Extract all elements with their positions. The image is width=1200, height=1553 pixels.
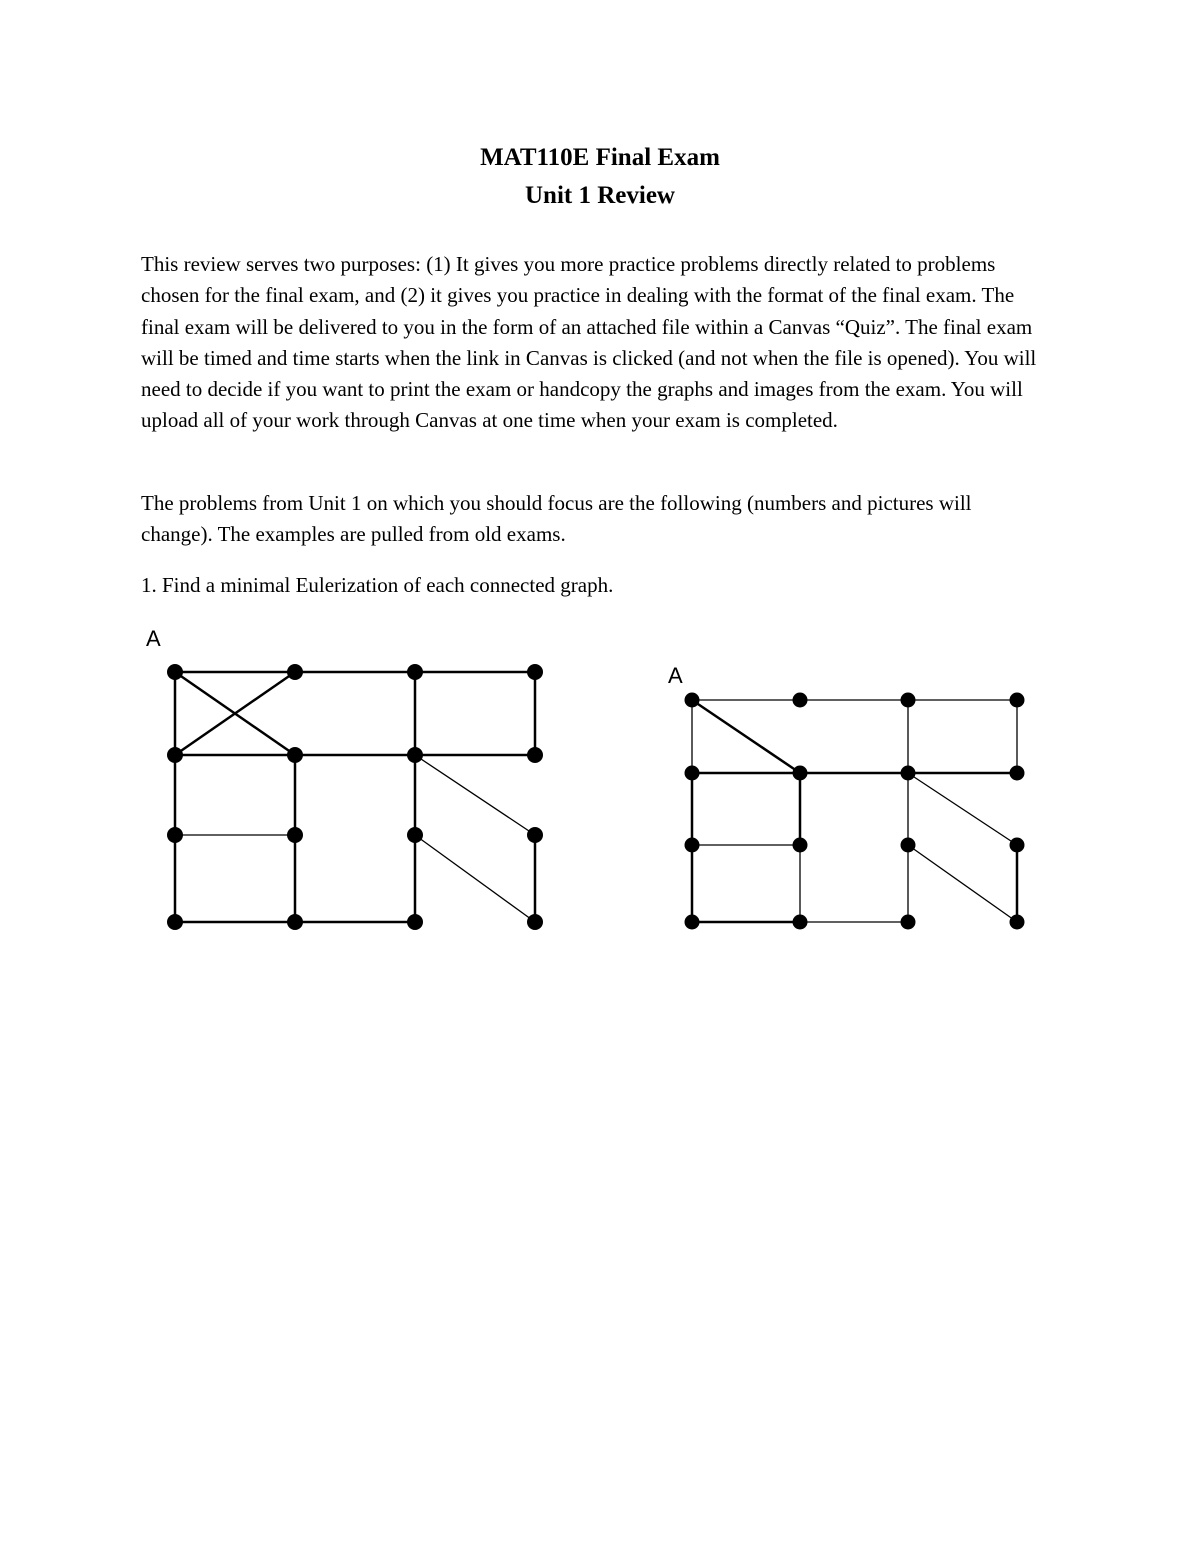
graph-right — [660, 655, 1040, 935]
graph-edge — [692, 700, 800, 773]
graph-vertex — [1010, 838, 1025, 853]
graph-vertex — [167, 747, 183, 763]
graph-vertex — [527, 914, 543, 930]
graph-vertex — [901, 766, 916, 781]
graph-vertex — [793, 693, 808, 708]
graph-vertex — [1010, 693, 1025, 708]
graph-left-thin-edges — [175, 755, 535, 922]
graph-vertex — [685, 693, 700, 708]
graph-vertex — [685, 838, 700, 853]
graph-vertex — [793, 838, 808, 853]
graph-edge — [415, 835, 535, 922]
graph-vertex — [407, 747, 423, 763]
graph-left-vertex-label: A — [146, 626, 161, 651]
graph-vertex — [901, 915, 916, 930]
problem-1-text: 1. Find a minimal Eulerization of each connected graph. — [141, 573, 614, 597]
graph-edge — [908, 773, 1017, 845]
graph-vertex — [407, 664, 423, 680]
graph-right-vertex-label: A — [668, 663, 683, 688]
graph-vertex — [167, 664, 183, 680]
graph-vertex — [1010, 766, 1025, 781]
graph-vertex — [527, 747, 543, 763]
graph-vertex — [287, 827, 303, 843]
focus-paragraph: The problems from Unit 1 on which you should focus are the following (numbers and pictures will change). The examples are pulled from old exams. — [141, 491, 972, 547]
page-subtitle: Unit 1 Review — [525, 182, 675, 209]
graph-vertex — [685, 915, 700, 930]
graph-right-thick-edges — [692, 700, 1017, 922]
graph-left-edges — [175, 672, 535, 922]
graph-vertex — [685, 766, 700, 781]
graph-edge — [415, 755, 535, 835]
graph-vertex — [901, 693, 916, 708]
graph-vertex — [527, 827, 543, 843]
graph-vertex — [407, 914, 423, 930]
page-title: MAT110E Final Exam — [480, 144, 720, 171]
graph-vertex — [167, 827, 183, 843]
graph-vertex — [527, 664, 543, 680]
graph-edge — [908, 845, 1017, 922]
graph-vertex — [793, 915, 808, 930]
intro-paragraph: This review serves two purposes: (1) It gives you more practice problems directly related to problems chosen for the final exam, and (2) it gives you practice in dealing with the format of the final exam. The final exam will be delivered to you in the form of an attached file within a Canvas “Quiz”. The final exam will be timed and time starts when the link in Canvas is clicked (and not when the file is opened). You will need to decide if you want to print the exam or handcopy the graphs and images from the exam. You will upload all of your work through Canvas at one time when your exam is completed. — [141, 252, 1037, 433]
graph-left-vertices — [167, 664, 543, 930]
graph-vertex — [287, 914, 303, 930]
graph-vertex — [1010, 915, 1025, 930]
graph-vertex — [793, 766, 808, 781]
graph-vertex — [287, 747, 303, 763]
graph-vertex — [901, 838, 916, 853]
graph-vertex — [287, 664, 303, 680]
graph-left — [140, 620, 560, 940]
graph-vertex — [167, 914, 183, 930]
graph-vertex — [407, 827, 423, 843]
